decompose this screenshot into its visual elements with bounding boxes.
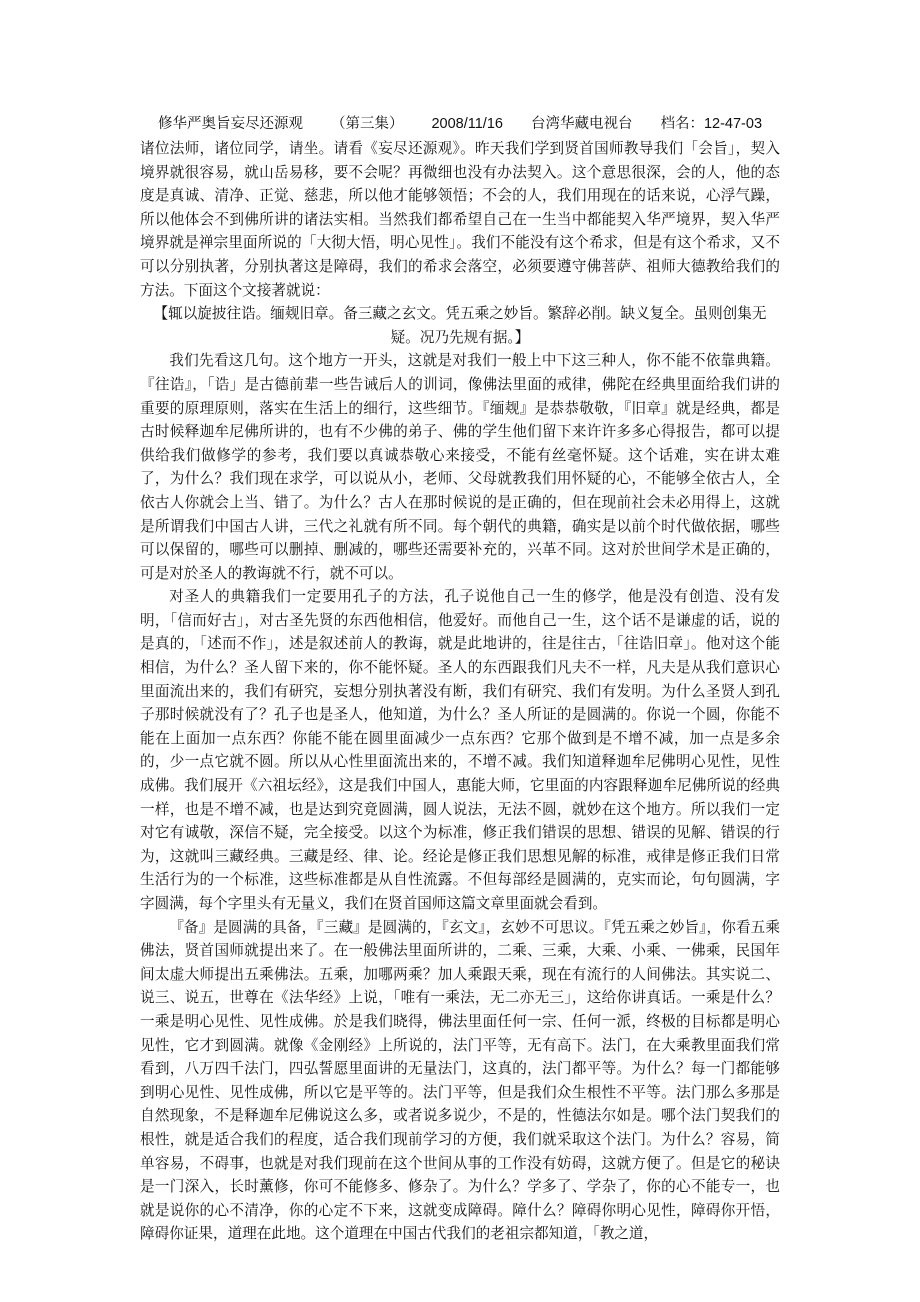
header-venue: 台湾华藏电视台 bbox=[530, 116, 633, 132]
document-header bbox=[140, 113, 780, 135]
header-archive-number: 档名：12-47-03 bbox=[660, 116, 763, 132]
paragraph-commentary-2: 对圣人的典籍我们一定要用孔子的方法，孔子说他自己一生的修学，他是没有创造、没有发明，「信而好古」，对古圣先贤的东西他相信，他爱好。而他自己一生，这个话不是谦虚的话，说的是真的，「述而不作」，述是叙述前人的教诲，就是此地讲的，往是往古，「往诰旧章」。他对这个能相信，为什么？圣人留下来的，你不能怀疑。圣人的东西跟我们凡夫不一样，凡夫是从我们意识心里面流出来的，我们有研究，妄想分别执著没有断，我们有研究、我们有发明。为什么圣贤人到孔子那时候就没有了？孔子也是圣人，他知道，为什么？圣人所证的是圆满的。你说一个圆，你能不能在上面加一点东西？你能不能在圆里面减少一点东西？它那个做到是不增不减，加一点是多余的，少一点它就不圆。所以从心性里面流出来的，不增不减。我们知道释迦牟尼佛明心见性，见性成佛。我们展开《六祖坛经》，这是我们中国人，惠能大师，它里面的内容跟释迦牟尼佛所说的经典一样，也是不增不减，也是达到究竟圆满，圆人说法，无法不圆，就妙在这个地方。所以我们一定对它有诚敬，深信不疑，完全接受。以这个为标准，修正我们错误的思想、错误的见解、错误的行为，这就叫三藏经典。三藏是经、律、论。经论是修正我们思想见解的标准，戒律是修正我们日常生活行为的一个标准，这些标准都是从自性流露。不但每部经是圆满的，克实而论，句句圆满，字字圆满，每个字里头有无量义，我们在贤首国师这篇文章里面就会看到。 bbox=[140, 588, 780, 912]
paragraph-commentary-1: 我们先看这几句。这个地方一开头，这就是对我们一般上中下这三种人，你不能不依靠典籍。『往诰』，「诰」是古德前辈一些告诫后人的训词，像佛法里面的戒律，佛陀在经典里面给我们讲的重要的原理原则，落实在生活上的细行，这些细节。『缅觌』是恭恭敬敬，『旧章』就是经典，都是古时候释迦牟尼佛所讲的，也有不少佛的弟子、佛的学生他们留下来许许多多心得报告，都可以提供给我们做修学的参考，我们要以真诚恭敬心来接受，不能有丝毫怀疑。这个话难，实在讲太难了，为什么？我们现在求学，可以说从小，老师、父母就教我们用怀疑的心，不能够全依古人，全依古人你就会上当、错了。为什么？古人在那时候说的是正确的，但在现前社会未必用得上，这就是所谓我们中国古人讲，三代之礼就有所不同。每个朝代的典籍，确实是以前个时代做依据，哪些可以保留的，哪些可以删掉、删减的，哪些还需要补充的，兴革不同。这对於世间学术是正确的，可是对於圣人的教诲就不行，就不可以。 bbox=[140, 352, 780, 582]
document-body bbox=[140, 137, 780, 1246]
header-title: 修华严奥旨妄尽还源观 bbox=[157, 116, 303, 132]
header-date: 2008/11/16 bbox=[431, 116, 503, 132]
paragraph-commentary-3: 『备』是圆满的具备，『三藏』是圆满的，『玄文』，玄妙不可思议。『凭五乘之妙旨』，你看五乘佛法，贤首国师就提出来了。在一般佛法里面所讲的，二乘、三乘，大乘、小乘、一佛乘，民国年间太虚大师提出五乘佛法。五乘，加哪两乘？加人乘跟天乘，现在有流行的人间佛法。其实说二、说三、说五，世尊在《法华经》上说，「唯有一乘法，无二亦无三」，这给你讲真话。一乘是什么？一乘是明心见性、见性成佛。於是我们晓得，佛法里面任何一宗、任何一派，终极的目标都是明心见性，它才到圆满。就像《金刚经》上所说的，法门平等，无有高下。法门，在大乘教里面我们常看到，八万四千法门，四弘誓愿里面讲的无量法门，这真的，法门都平等。为什么？每一门都能够到明心见性、见性成佛，所以它是平等的。法门平等，但是我们众生根性不平等。法门那么多那是自然现象，不是释迦牟尼佛说这么多，或者说多说少，不是的，性德法尔如是。哪个法门契我们的根性，就是适合我们的程度，适合我们现前学习的方便，我们就采取这个法门。为什么？容易，简单容易，不碍事，也就是对我们现前在这个世间从事的工作没有妨碍，这就方便了。但是它的秘诀是一门深入，长时薰修，你可不能修多、修杂了。为什么？学多了、学杂了，你的心不能专一，也就是说你的心不清净，你的心定不下来，这就变成障碍。障什么？障碍你明心见性，障碍你开悟，障碍你证果，道理在此地。这个道理在中国古代我们的老祖宗都知道，「教之道， bbox=[140, 918, 780, 1243]
paragraph-opening: 诸位法师，诸位同学，请坐。请看《妄尽还源观》。昨天我们学到贤首国师教导我们「会旨」，契入境界就很容易，就山岳易移，要不会呢？再微细也没有办法契入。这个意思很深，会的人，他的态度是真诚、清净、正觉、慈悲，所以他才能够领悟；不会的人，我们用现在的话来说，心浮气躁，所以他体会不到佛所讲的诸法实相。当然我们都希望自己在一生当中都能契入华严境界，契入华严境界就是禅宗里面所说的「大彻大悟，明心见性」。我们不能没有这个希求，但是有这个希求，又不可以分别执著，分别执著这是障碍，我们的希求会落空，必须要遵守佛菩萨、祖师大德教给我们的方法。下面这个文接著就说： bbox=[140, 140, 780, 299]
header-episode: （第三集） bbox=[330, 116, 404, 132]
scripture-quote: 【辄以旋披往诰。缅觌旧章。备三藏之玄文。凭五乘之妙旨。繁辞必削。缺义复全。虽则创集无疑。况乃先规有据。】 bbox=[153, 305, 767, 346]
